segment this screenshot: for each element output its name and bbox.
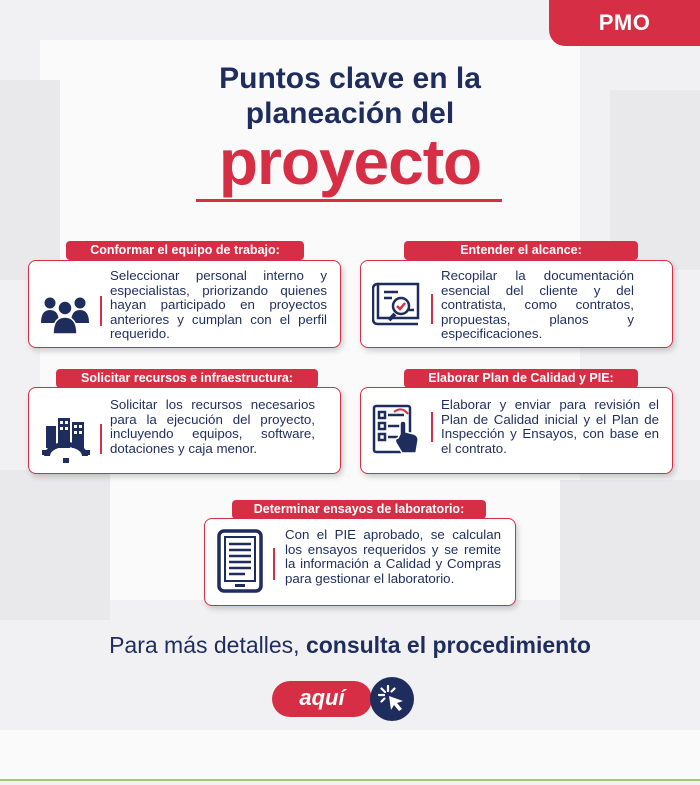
buildings-gear-icon	[40, 412, 92, 464]
card-label-resources: Solicitar recursos e infraestructura:	[56, 369, 318, 388]
card-text-lab: Con el PIE aprobado, se calculan los ensayos requeridos y se remite la información a Calidad y Compras para gestionar el laboratorio.	[285, 527, 501, 586]
background-shape	[560, 480, 700, 620]
bottom-divider	[0, 779, 700, 781]
card-divider	[431, 412, 433, 442]
title-line-2: planeación del	[245, 97, 455, 130]
checklist-hand-icon	[372, 404, 424, 458]
card-text-quality: Elaborar y enviar para revisión el Plan de Calidad inicial y el Plan de Inspección y Ensayos, con base en el contrato.	[441, 397, 659, 456]
card-divider	[100, 296, 102, 326]
title-underline	[196, 199, 502, 202]
background-shape	[0, 470, 110, 620]
card-label-team: Conformar el equipo de trabajo:	[66, 241, 304, 260]
card-divider	[273, 548, 275, 580]
footer-prefix: Para más detalles,	[109, 632, 306, 658]
aqui-button[interactable]: aquí	[272, 681, 372, 717]
card-label-quality: Elaborar Plan de Calidad y PIE:	[404, 369, 638, 388]
footer-link-text: consulta el procedimiento	[305, 632, 591, 658]
blueprint-search-icon	[372, 280, 424, 328]
card-divider	[100, 424, 102, 454]
cursor-click-icon[interactable]	[370, 677, 414, 721]
title-line-3: proyecto	[218, 126, 482, 198]
card-label-scope: Entender el alcance:	[404, 241, 638, 260]
card-text-team: Seleccionar personal interno y especialistas, priorizando quienes hayan participado en proyectos anteriores y cumplan con el perfil requerido.	[110, 268, 327, 342]
card-text-scope: Recopilar la documentación esencial del cliente y del contratista, como contratos, propuestas, planos y especificaciones.	[441, 268, 634, 342]
card-divider	[431, 294, 433, 324]
background-panel	[0, 730, 700, 780]
title-line-1: Puntos clave en la	[219, 62, 481, 95]
team-icon	[40, 293, 90, 335]
pmo-badge: PMO	[549, 0, 700, 46]
card-label-lab: Determinar ensayos de laboratorio:	[232, 500, 486, 519]
tablet-document-icon	[217, 529, 263, 593]
card-text-resources: Solicitar los recursos necesarios para la ejecución del proyecto, incluyendo equipos, software, dotaciones y caja menor.	[110, 397, 315, 456]
footer-text	[0, 632, 700, 659]
